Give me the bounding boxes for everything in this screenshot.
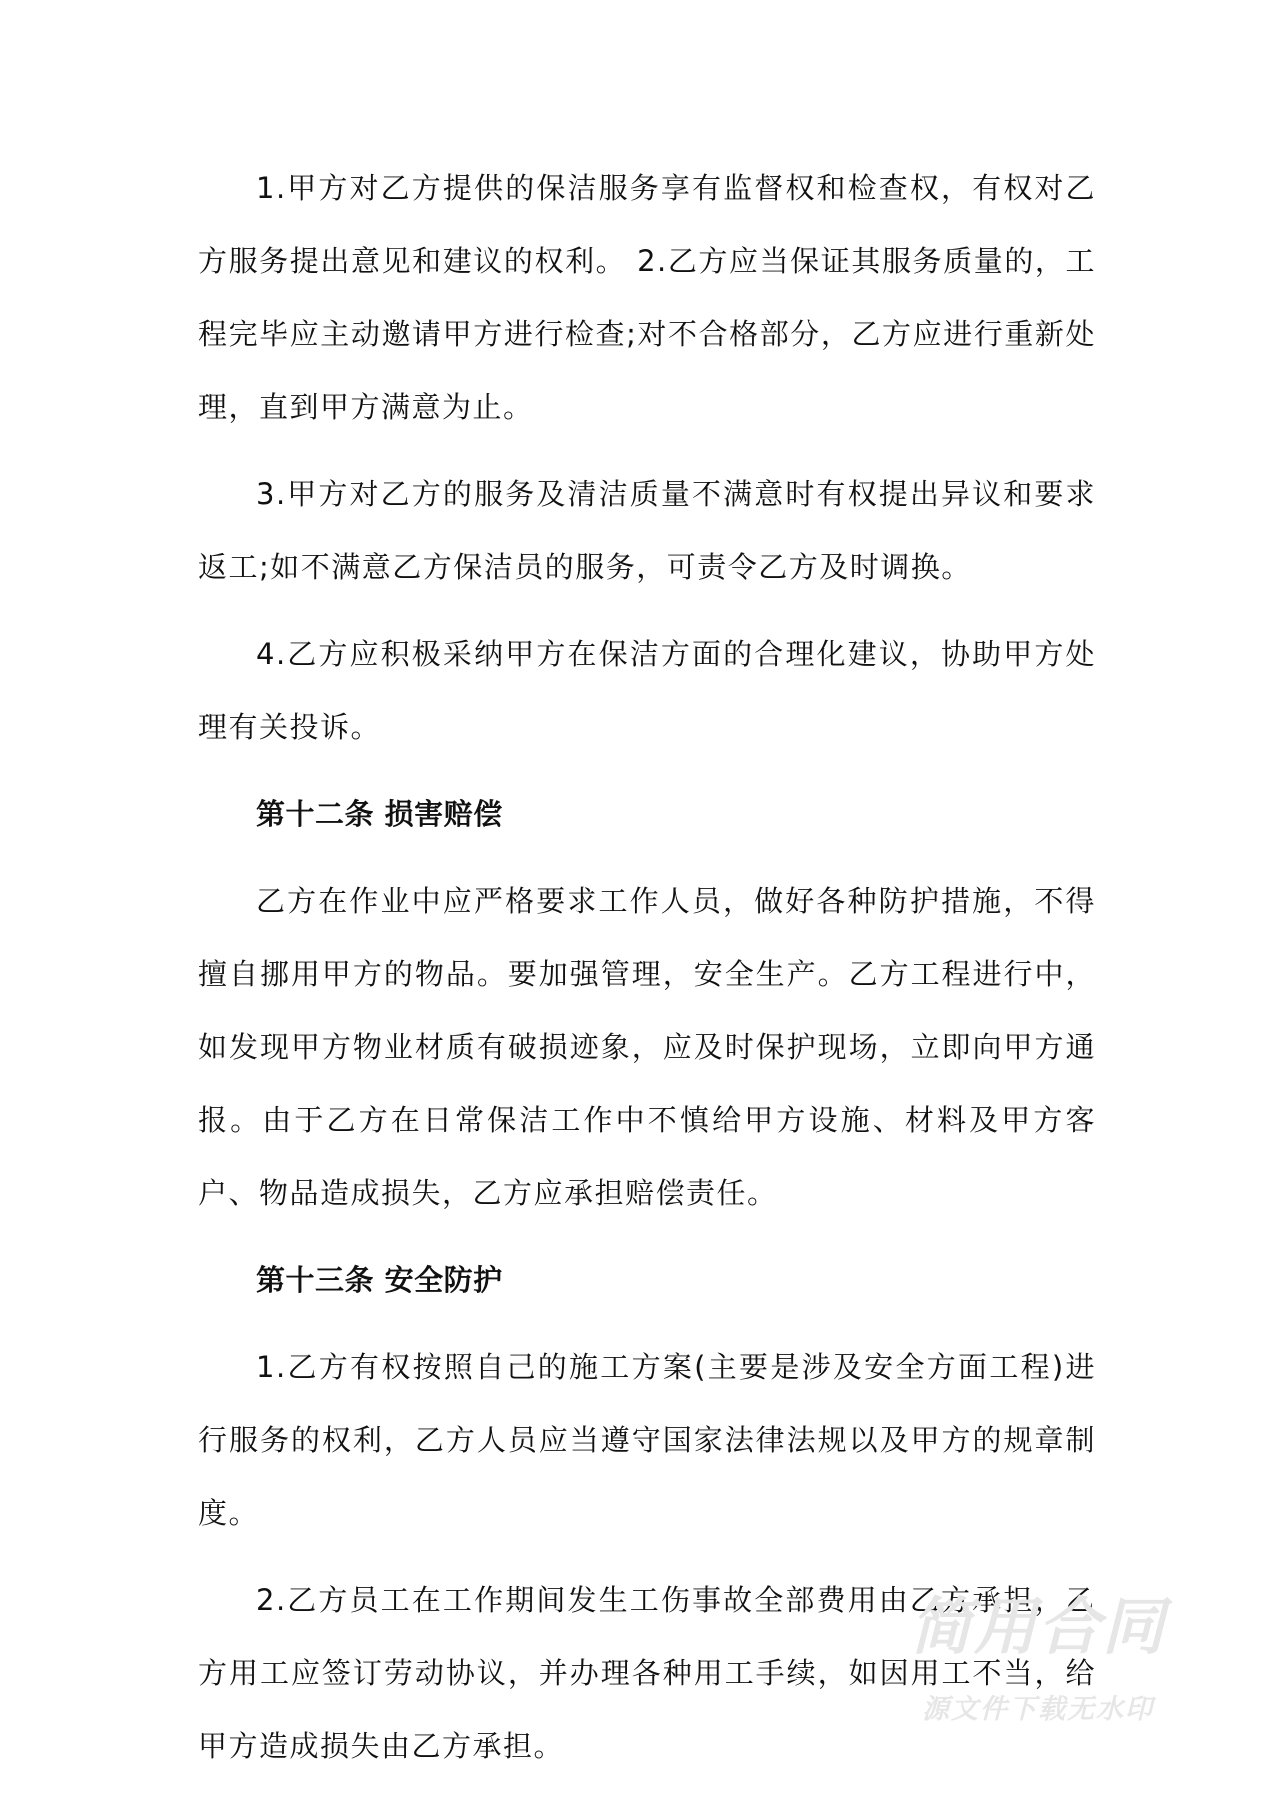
paragraph-work-injury: 2.乙方员工在工作期间发生工伤事故全部费用由乙方承担，乙方用工应签订劳动协议，并办理各种用工手续，如因用工不当，给甲方造成损失由乙方承担。	[198, 1583, 1096, 1763]
paragraph-adopt-suggestions: 4.乙方应积极采纳甲方在保洁方面的合理化建议，协助甲方处理有关投诉。	[198, 637, 1096, 744]
paragraph-rework-request: 3.甲方对乙方的服务及清洁质量不满意时有权提出异议和要求返工;如不满意乙方保洁员的服务，可责令乙方及时调换。	[198, 477, 1096, 584]
watermark-subtitle: 源文件下载无水印	[922, 1694, 1154, 1725]
watermark-logo-text: 简用合同	[909, 1590, 1166, 1663]
document-body	[198, 152, 1096, 1797]
paragraph-damage-compensation: 乙方在作业中应严格要求工作人员，做好各种防护措施，不得擅自挪用甲方的物品。要加强管理，安全生产。乙方工程进行中，如发现甲方物业材质有破损迹象，应及时保护现场，立即向甲方通报。由于乙方在日常保洁工作中不慎给甲方设施、材料及甲方客户、物品造成损失，乙方应承担赔偿责任。	[198, 884, 1096, 1210]
section-heading-safety-protection: 第十三条 安全防护	[256, 1263, 503, 1297]
paragraph-supervision-rights: 1.甲方对乙方提供的保洁服务享有监督权和检查权，有权对乙方服务提出意见和建议的权利。 2.乙方应当保证其服务质量的，工程完毕应主动邀请甲方进行检查;对不合格部分，乙方应进行重新处理，直到甲方满意为止。	[198, 171, 1096, 424]
paragraph-construction-plan: 1.乙方有权按照自己的施工方案(主要是涉及安全方面工程)进行服务的权利，乙方人员应当遵守国家法律法规以及甲方的规章制度。	[198, 1350, 1096, 1530]
section-heading-damage-compensation: 第十二条 损害赔偿	[256, 797, 503, 831]
